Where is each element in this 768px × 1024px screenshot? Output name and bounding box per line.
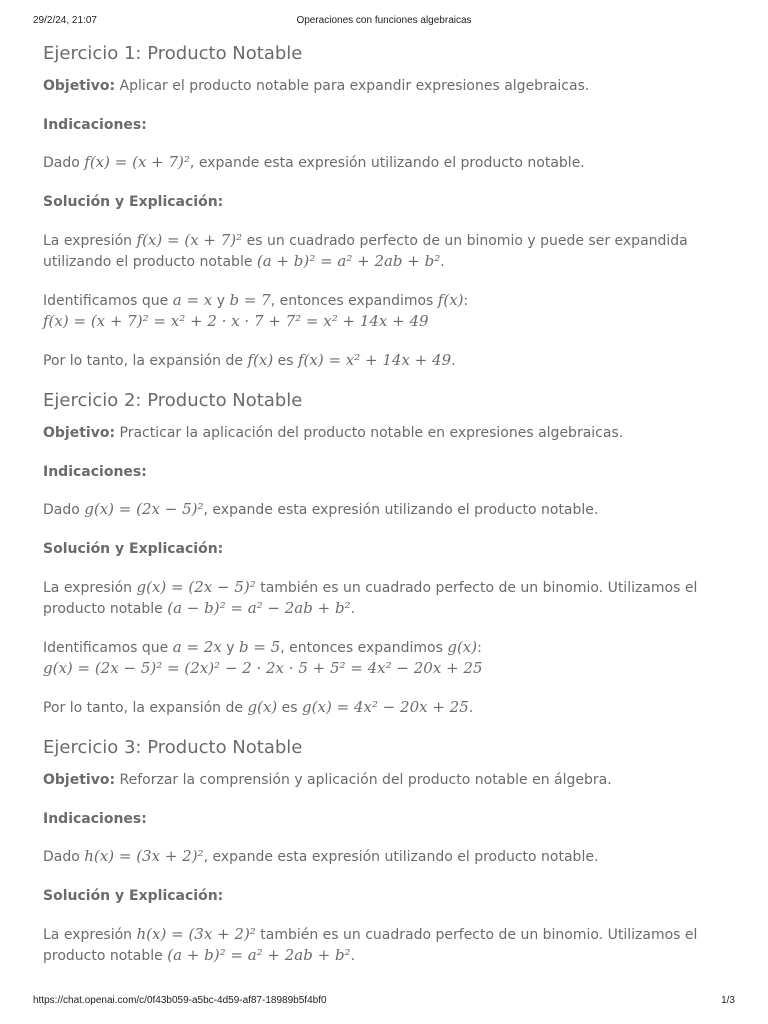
expression-text: también es un cuadrado perfecto de un binomio. Utilizamos el producto notable [43, 927, 698, 964]
objective-paragraph [43, 770, 743, 790]
identify-y: y [212, 293, 230, 309]
given-suffix: , expande esta expresión utilizando el producto notable. [189, 155, 585, 171]
given-suffix: , expande esta expresión utilizando el producto notable. [203, 502, 599, 518]
identify-end: : [463, 293, 469, 309]
print-header [0, 15, 768, 31]
objective-label: Objetivo: [43, 78, 116, 94]
objective-text: Reforzar la comprensión y aplicación del producto notable en álgebra. [119, 772, 612, 788]
solution-label: Solución y Explicación: [43, 888, 224, 904]
expression-prefix: La expresión [43, 580, 137, 596]
solution-label: Solución y Explicación: [43, 541, 224, 557]
result-es: es [277, 700, 303, 716]
result-prefix: Por lo tanto, la expansión de [43, 700, 248, 716]
given-prefix: Dado [43, 155, 85, 171]
solution-label: Solución y Explicación: [43, 194, 224, 210]
result-math: g(x) = 4x² − 20x + 25 [302, 698, 469, 716]
identify-paragraph [43, 290, 743, 332]
indications-label: Indicaciones: [43, 464, 147, 480]
objective-paragraph [43, 423, 743, 443]
given-paragraph [43, 152, 743, 173]
identify-mid: , entonces expandimos [280, 640, 448, 656]
expression-end: . [350, 948, 356, 964]
expression-text: también es un cuadrado perfecto de un binomio. Utilizamos el producto notable [43, 580, 698, 617]
expansion-math: g(x) = (2x − 5)² = (2x)² − 2 · 2x · 5 + 5² = 4x² − 20x + 25 [43, 659, 483, 677]
page-number: 1/3 [721, 995, 735, 1006]
print-footer [0, 995, 768, 1011]
expression-math: f(x) = (x + 7)² [136, 231, 243, 249]
exercise-1 [43, 42, 743, 371]
expression-paragraph [43, 230, 743, 272]
identify-y: y [221, 640, 239, 656]
given-suffix: , expande esta expresión utilizando el producto notable. [203, 849, 599, 865]
expression-end: . [440, 254, 445, 270]
print-datetime: 29/2/24, 21:07 [33, 15, 97, 26]
expression-formula: (a + b)² = a² + 2ab + b² [167, 946, 351, 964]
expression-math: g(x) = (2x − 5)² [136, 578, 256, 596]
exercise-title: Ejercicio 1: Producto Notable [43, 43, 303, 64]
objective-label: Objetivo: [43, 425, 116, 441]
exercise-2 [43, 389, 743, 718]
expression-paragraph [43, 924, 743, 966]
document-title: Operaciones con funciones algebraicas [296, 15, 472, 26]
identify-a: a = x [172, 291, 213, 309]
expression-math: h(x) = (3x + 2)² [136, 925, 256, 943]
objective-paragraph [43, 76, 743, 96]
given-prefix: Dado [43, 849, 85, 865]
expression-paragraph [43, 577, 743, 619]
document-content [43, 42, 743, 966]
identify-function: g(x) [447, 638, 478, 656]
identify-b: b = 5 [239, 638, 281, 656]
result-es: es [273, 353, 298, 369]
expression-prefix: La expresión [43, 927, 137, 943]
identify-paragraph [43, 637, 743, 679]
expression-text: es un cuadrado perfecto de un binomio y puede ser expandida utilizando el producto notable [43, 233, 688, 270]
exercise-title: Ejercicio 2: Producto Notable [43, 390, 303, 411]
expression-formula: (a − b)² = a² − 2ab + b² [167, 599, 351, 617]
expression-formula: (a + b)² = a² + 2ab + b² [256, 252, 441, 270]
identify-end: : [477, 640, 482, 656]
identify-prefix: Identificamos que [43, 293, 173, 309]
result-function: g(x) [247, 698, 278, 716]
given-math: f(x) = (x + 7)² [84, 153, 190, 171]
objective-text: Practicar la aplicación del producto notable en expresiones algebraicas. [119, 425, 624, 441]
result-end: . [468, 700, 474, 716]
expression-end: . [350, 601, 356, 617]
result-math: f(x) = x² + 14x + 49 [297, 351, 452, 369]
page-url: https://chat.openai.com/c/0f43b059-a5bc-4d59-af87-18989b5f4bf0 [33, 995, 327, 1006]
exercise-3 [43, 736, 743, 966]
identify-b: b = 7 [229, 291, 271, 309]
result-end: . [451, 353, 456, 369]
given-paragraph [43, 499, 743, 520]
identify-mid: , entonces expandimos [270, 293, 438, 309]
indications-label: Indicaciones: [43, 117, 147, 133]
expression-prefix: La expresión [43, 233, 137, 249]
identify-function: f(x) [437, 291, 464, 309]
given-prefix: Dado [43, 502, 85, 518]
objective-label: Objetivo: [43, 772, 116, 788]
given-math: g(x) = (2x − 5)² [84, 500, 204, 518]
given-paragraph [43, 846, 743, 867]
identify-a: a = 2x [172, 638, 222, 656]
result-paragraph [43, 350, 743, 371]
indications-label: Indicaciones: [43, 811, 147, 827]
result-prefix: Por lo tanto, la expansión de [43, 353, 248, 369]
result-function: f(x) [247, 351, 274, 369]
result-paragraph [43, 697, 743, 718]
given-math: h(x) = (3x + 2)² [84, 847, 204, 865]
objective-text: Aplicar el producto notable para expandir expresiones algebraicas. [119, 78, 590, 94]
identify-prefix: Identificamos que [43, 640, 173, 656]
exercise-title: Ejercicio 3: Producto Notable [43, 737, 303, 758]
expansion-math: f(x) = (x + 7)² = x² + 2 · x · 7 + 7² = x² + 14x + 49 [43, 312, 429, 330]
